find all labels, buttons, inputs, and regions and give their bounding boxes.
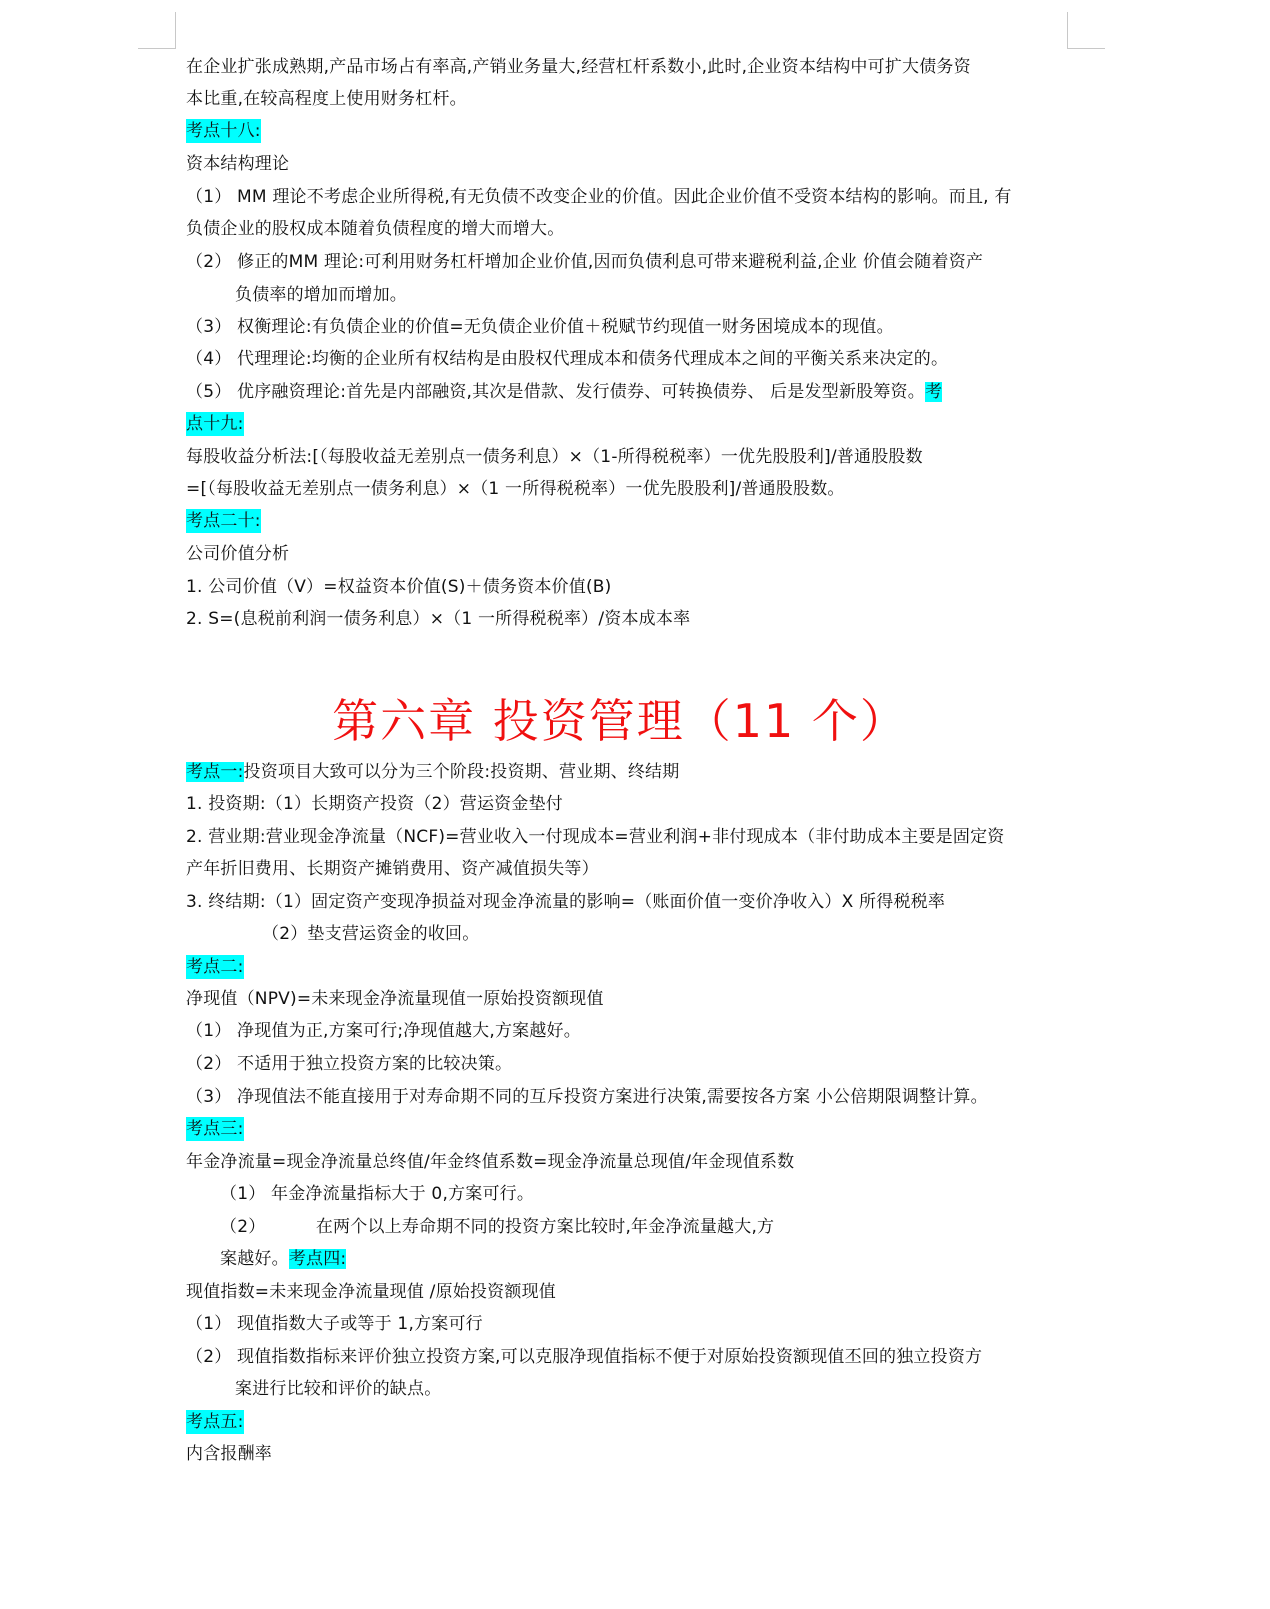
list-item: （1） 年金净流量指标大于 0,方案可行。 bbox=[220, 1184, 535, 1204]
list-item: （1） 现值指数大子或等于 1,方案可行 bbox=[186, 1314, 483, 1334]
list-item: 2. 营业期:营业现金净流量（NCF)=营业收入一付现成本=营业利润+非付现成本（非付助成本主要是固定资 bbox=[186, 827, 1005, 847]
corner-mark-left-h bbox=[138, 48, 176, 49]
list-item: （1） MM 理论不考虑企业所得税,有无负债不改变企业的价值。因此企业价值不受资本结构的影响。而且, 有 bbox=[186, 187, 1012, 207]
paragraph: 资本结构理论 bbox=[186, 154, 290, 174]
list-item: （2） 现值指数指标来评价独立投资方案,可以克服净现值指标不便于对原始投资额现值丕回的独立投资方 bbox=[186, 1347, 983, 1367]
paragraph: 在企业扩张成熟期,产品市场占有率高,产销业务量大,经营杠杆系数小,此时,企业资本结构中可扩大债务资 bbox=[186, 57, 971, 77]
list-item: （1） 净现值为正,方案可行;净现值越大,方案越好。 bbox=[186, 1021, 581, 1041]
list-item bbox=[186, 380, 942, 404]
paragraph: 内含报酬率 bbox=[186, 1444, 272, 1464]
list-item-text: （5） 优序融资理论:首先是内部融资,其次是借款、发行债券、可转换债券、 后是发型新股筹资。 bbox=[186, 382, 925, 402]
section-heading: 考点四: bbox=[288, 1249, 347, 1269]
corner-mark-right-h bbox=[1067, 48, 1105, 49]
paragraph-text: 案越好。 bbox=[220, 1249, 289, 1269]
section-heading: 考点二: bbox=[186, 957, 244, 977]
formula: 现值指数=未来现金净流量现值 /原始投资额现值 bbox=[186, 1282, 556, 1302]
paragraph bbox=[186, 760, 679, 784]
list-item: （2） 修正的MM 理论:可利用财务杠杆增加企业价值,因而负债利息可带来避税利益,企业 价值会随着资产 bbox=[186, 252, 984, 272]
section-heading: 点十九: bbox=[186, 414, 244, 434]
formula: 年金净流量=现金净流量总终值/年金终值系数=现金净流量总现值/年金现值系数 bbox=[186, 1152, 795, 1172]
section-heading: 考点五: bbox=[186, 1412, 244, 1432]
list-item: 1. 投资期:（1）长期资产投资（2）营运资金垫付 bbox=[186, 794, 563, 814]
list-item: 1. 公司价值（V）=权益资本价值(S)＋债务资本价值(B) bbox=[186, 577, 612, 597]
paragraph: 负债率的增加而增加。 bbox=[235, 285, 407, 305]
section-heading: 考点二十: bbox=[186, 511, 261, 531]
section-heading: 考点一: bbox=[186, 762, 244, 782]
list-item: 3. 终结期:（1）固定资产变现净损益对现金净流量的影响=（账面价值一变价净收入）X 所得税税率 bbox=[186, 892, 946, 912]
list-item: （2）垫支营运资金的收回。 bbox=[262, 924, 480, 944]
paragraph: 产年折旧费用、长期资产摊销费用、资产减值损失等） bbox=[186, 859, 599, 879]
corner-mark-left-v bbox=[175, 12, 176, 49]
section-heading-part: 考 bbox=[924, 382, 943, 402]
list-item: 2. S=(息税前利润一债务利息）×（1 一所得税税率）/资本成本率 bbox=[186, 609, 691, 629]
paragraph: 公司价值分析 bbox=[186, 544, 290, 564]
list-item: （3） 净现值法不能直接用于对寿命期不同的互斥投资方案进行决策,需要按各方案 小公倍期限调整计算。 bbox=[186, 1087, 988, 1107]
paragraph bbox=[220, 1247, 346, 1271]
section-heading: 考点三: bbox=[186, 1119, 244, 1139]
chapter-title: 第六章 投资管理（11 个） bbox=[332, 694, 908, 748]
formula: 每股收益分析法:[（每股收益无差别点一债务利息）×（1-所得税税率）一优先股股利]/普通股股数 bbox=[186, 447, 923, 467]
list-item: （4） 代理理论:均衡的企业所有权结构是由股权代理成本和债务代理成本之间的平衡关系来决定的。 bbox=[186, 349, 949, 369]
paragraph-text: 投资项目大致可以分为三个阶段:投资期、营业期、终结期 bbox=[243, 762, 680, 782]
paragraph: 本比重,在较高程度上使用财务杠杆。 bbox=[186, 89, 467, 109]
formula: =[（每股收益无差别点一债务利息）×（1 一所得税税率）一优先股股利]/普通股股数。 bbox=[186, 479, 845, 499]
list-item: （2） 不适用于独立投资方案的比较决策。 bbox=[186, 1054, 513, 1074]
corner-mark-right-v bbox=[1067, 12, 1068, 49]
list-item: （3） 权衡理论:有负债企业的价值=无负债企业价值＋税赋节约现值一财务困境成本的现值。 bbox=[186, 317, 894, 337]
paragraph: 负债企业的股权成本随着负债程度的增大而增大。 bbox=[186, 219, 565, 239]
paragraph: 案进行比较和评价的缺点。 bbox=[235, 1379, 442, 1399]
formula: 净现值（NPV)=未来现金净流量现值一原始投资额现值 bbox=[186, 989, 604, 1009]
section-heading: 考点十八: bbox=[186, 121, 261, 141]
list-item: （2） 在两个以上寿命期不同的投资方案比较时,年金净流量越大,方 bbox=[220, 1217, 775, 1237]
